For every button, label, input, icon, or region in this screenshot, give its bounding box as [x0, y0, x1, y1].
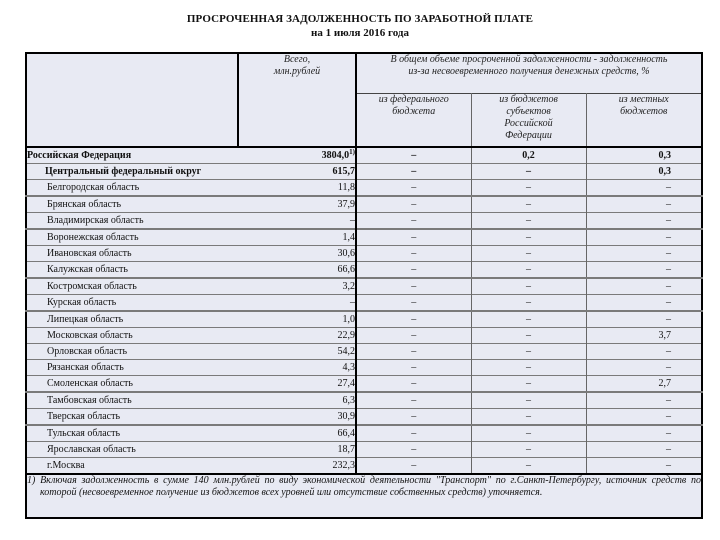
footnote	[26, 474, 702, 518]
local-value: 0,3	[586, 164, 702, 180]
federal-value: –	[356, 213, 471, 230]
total-value: 22,9	[238, 328, 356, 344]
regional-value: –	[471, 458, 586, 475]
local-value: –	[586, 344, 702, 360]
federal-value: –	[356, 196, 471, 213]
regional-value: –	[471, 246, 586, 262]
regional-value: –	[471, 442, 586, 458]
table-row	[26, 344, 702, 360]
total-value: 1,4	[238, 229, 356, 246]
table-row	[26, 409, 702, 426]
federal-value: –	[356, 328, 471, 344]
total-value: 37,9	[238, 196, 356, 213]
total-value: 232,3	[238, 458, 356, 475]
local-value: –	[586, 295, 702, 312]
region-name: Тамбовская область	[26, 392, 238, 409]
total-value: 615,7	[238, 164, 356, 180]
local-value: 0,3	[586, 147, 702, 164]
header-group-label: В общем объеме просроченной задолженности - задолженность из-за несвоевременного получения денежных средств, %	[390, 54, 668, 77]
header-federal-label: из федерального бюджета	[378, 94, 449, 117]
table-row	[26, 262, 702, 279]
region-name: Ивановская область	[26, 246, 238, 262]
region-name: Московская область	[26, 328, 238, 344]
region-name: г.Москва	[26, 458, 238, 475]
federal-value: –	[356, 344, 471, 360]
total-value: 27,4	[238, 376, 356, 393]
local-value: –	[586, 196, 702, 213]
title-block	[0, 12, 720, 41]
region-name: Тверская область	[26, 409, 238, 426]
header-local	[586, 94, 702, 148]
table-row	[26, 147, 702, 164]
table-row	[26, 442, 702, 458]
header-regional	[471, 94, 586, 148]
total-value: 1,0	[238, 311, 356, 328]
federal-value: –	[356, 442, 471, 458]
federal-value: –	[356, 295, 471, 312]
regional-value: –	[471, 164, 586, 180]
region-name: Центральный федеральный округ	[26, 164, 238, 180]
federal-value: –	[356, 180, 471, 197]
table-row	[26, 392, 702, 409]
local-value: –	[586, 425, 702, 442]
federal-value: –	[356, 409, 471, 426]
federal-value: –	[356, 458, 471, 475]
regional-value: –	[471, 328, 586, 344]
table-row	[26, 425, 702, 442]
total-value: –	[238, 213, 356, 230]
region-name: Брянская область	[26, 196, 238, 213]
local-value: –	[586, 246, 702, 262]
federal-value: –	[356, 376, 471, 393]
regional-value: –	[471, 409, 586, 426]
federal-value: –	[356, 262, 471, 279]
total-value: 6,3	[238, 392, 356, 409]
regional-value: –	[471, 376, 586, 393]
regional-value: –	[471, 180, 586, 197]
wage-arrears-table	[25, 52, 703, 519]
table-row	[26, 311, 702, 328]
total-value: 4,3	[238, 360, 356, 376]
local-value: –	[586, 213, 702, 230]
region-name: Орловская область	[26, 344, 238, 360]
regional-value: –	[471, 229, 586, 246]
total-value: 11,8	[238, 180, 356, 197]
regional-value: –	[471, 196, 586, 213]
header-federal	[356, 94, 471, 148]
federal-value: –	[356, 392, 471, 409]
federal-value: –	[356, 147, 471, 164]
region-name: Костромская область	[26, 278, 238, 295]
regional-value: 0,2	[471, 147, 586, 164]
table-row	[26, 376, 702, 393]
local-value: –	[586, 278, 702, 295]
header-row-top	[26, 53, 702, 94]
total-value: 54,2	[238, 344, 356, 360]
regional-value: –	[471, 295, 586, 312]
table-row	[26, 229, 702, 246]
total-value: 30,6	[238, 246, 356, 262]
table-row	[26, 295, 702, 312]
regional-value: –	[471, 311, 586, 328]
local-value: –	[586, 458, 702, 475]
regional-value: –	[471, 278, 586, 295]
region-name: Владимирская область	[26, 213, 238, 230]
page-subtitle: на 1 июля 2016 года	[311, 27, 409, 39]
footnote-text: 1) Включая задолженность в сумме 140 млн.рублей по виду экономической деятельности "Транспорт" по г.Санкт-Петербургу, источник средств по которой (несвоевременное получение из бюджетов всех уровней или отсутствие собственных средств) уточняется.	[27, 475, 701, 498]
region-name: Липецкая область	[26, 311, 238, 328]
table-row	[26, 213, 702, 230]
page-title: ПРОСРОЧЕННАЯ ЗАДОЛЖЕННОСТЬ ПО ЗАРАБОТНОЙ ПЛАТЕ	[186, 13, 534, 25]
total-value: 66,4	[238, 425, 356, 442]
federal-value: –	[356, 229, 471, 246]
regional-value: –	[471, 425, 586, 442]
local-value: –	[586, 311, 702, 328]
total-value: –	[238, 295, 356, 312]
total-number: 3804,0	[321, 150, 350, 161]
footnote-marker: 1)	[349, 148, 355, 156]
regional-value: –	[471, 344, 586, 360]
local-value: –	[586, 180, 702, 197]
regional-value: –	[471, 392, 586, 409]
total-value: 30,9	[238, 409, 356, 426]
local-value: –	[586, 229, 702, 246]
local-value: –	[586, 442, 702, 458]
table-row	[26, 360, 702, 376]
region-name: Российская Федерация	[26, 147, 238, 164]
region-name: Тульская область	[26, 425, 238, 442]
local-value: 2,7	[586, 376, 702, 393]
region-name: Рязанская область	[26, 360, 238, 376]
header-total-label: Всего, млн.рублей	[273, 54, 321, 77]
region-name: Курская область	[26, 295, 238, 312]
region-name: Воронежская область	[26, 229, 238, 246]
federal-value: –	[356, 425, 471, 442]
table-row	[26, 164, 702, 180]
table-row	[26, 328, 702, 344]
federal-value: –	[356, 246, 471, 262]
region-name: Смоленская область	[26, 376, 238, 393]
local-value: –	[586, 409, 702, 426]
total-value: 66,6	[238, 262, 356, 279]
table-row	[26, 180, 702, 197]
table-row	[26, 196, 702, 213]
total-value	[238, 147, 356, 164]
local-value: 3,7	[586, 328, 702, 344]
header-local-label: из местных бюджетов	[618, 94, 669, 117]
regional-value: –	[471, 262, 586, 279]
header-group	[356, 53, 702, 94]
header-total	[238, 53, 356, 147]
header-region	[26, 53, 238, 147]
local-value: –	[586, 360, 702, 376]
region-name: Калужская область	[26, 262, 238, 279]
header-regional-label: из бюджетов субъектов Российской Федерации	[499, 94, 558, 141]
table-row	[26, 458, 702, 475]
regional-value: –	[471, 213, 586, 230]
total-value: 3,2	[238, 278, 356, 295]
table-row	[26, 246, 702, 262]
total-value: 18,7	[238, 442, 356, 458]
federal-value: –	[356, 360, 471, 376]
local-value: –	[586, 262, 702, 279]
federal-value: –	[356, 278, 471, 295]
regional-value: –	[471, 360, 586, 376]
region-name: Белгородская область	[26, 180, 238, 197]
table-row	[26, 278, 702, 295]
local-value: –	[586, 392, 702, 409]
footnote-row	[26, 474, 702, 518]
region-name: Ярославская область	[26, 442, 238, 458]
table-body	[26, 147, 702, 518]
federal-value: –	[356, 311, 471, 328]
federal-value: –	[356, 164, 471, 180]
